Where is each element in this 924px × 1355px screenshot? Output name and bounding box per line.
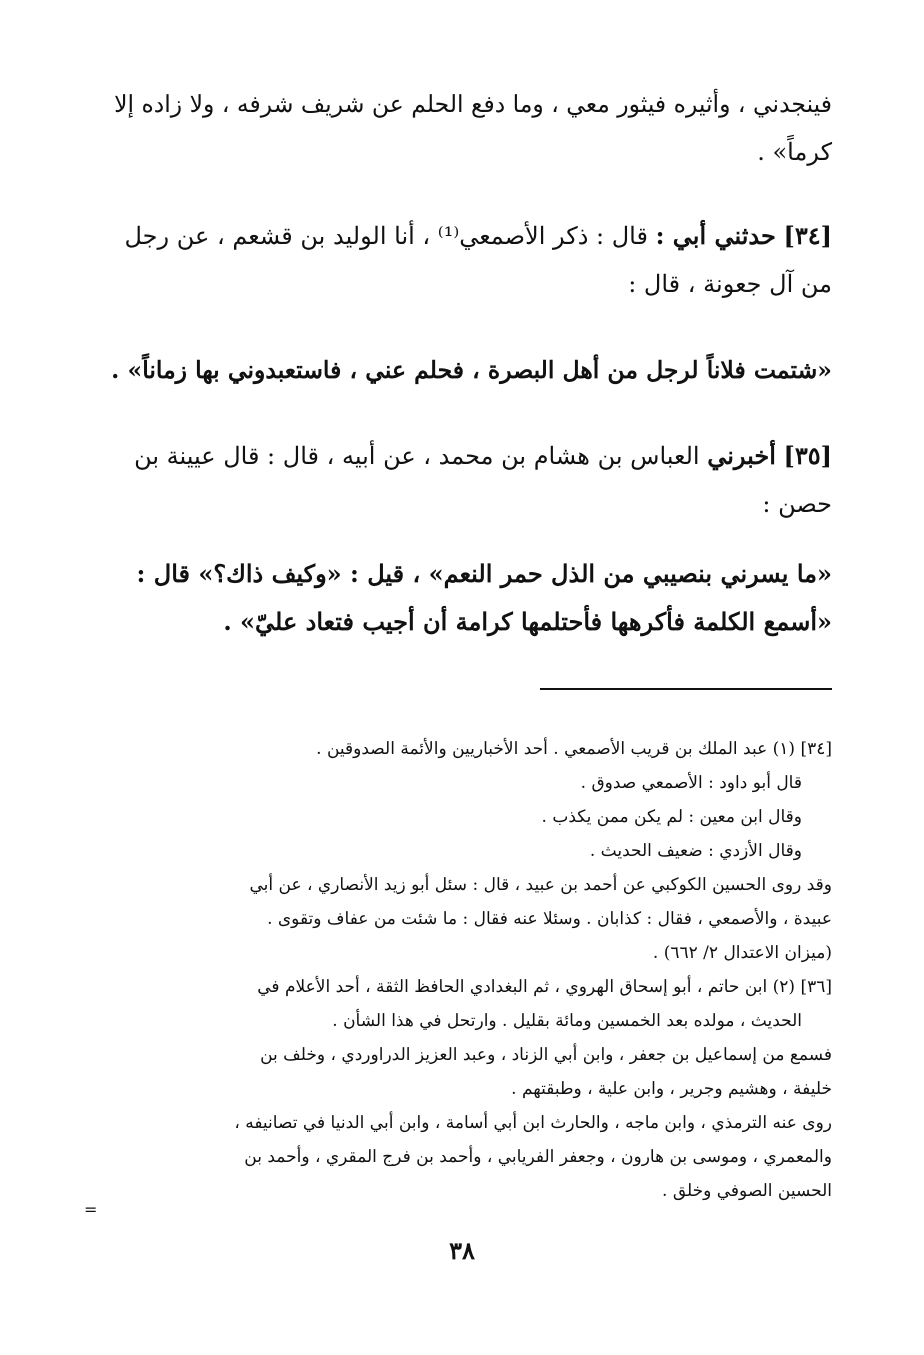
spacer <box>100 394 832 432</box>
paragraph-35-line-1 <box>100 432 832 480</box>
footnote-separator <box>540 688 832 690</box>
footnote-1-line: (ميزان الاعتدال ٢/ ٦٦٢) . <box>652 943 832 963</box>
footnote-2-line: والمعمري ، وموسى بن هارون ، وجعفر الفريابي ، وأحمد بن فرج المقري ، وأحمد بن <box>244 1147 832 1167</box>
footnotes <box>112 732 832 1208</box>
spacer <box>100 528 832 550</box>
quote-34: «شتمت فلاناً لرجل من أهل البصرة ، فحلم عني ، فاستعبدوني بها زماناً» . <box>111 356 832 384</box>
quote-35-line-1: «ما يسرني بنصيبي من الذل حمر النعم» ، قيل : «وكيف ذاك؟» قال : <box>136 559 832 588</box>
paragraph-34-rest: قال : ذكر الأصمعي⁽¹⁾ ، أنا الوليد بن قشعم ، عن رجل <box>124 222 656 250</box>
paragraph-35-line-2: حصن : <box>762 490 832 518</box>
paragraph-35-number: [٣٥] <box>783 441 832 470</box>
paragraph-34-number: [٣٤] <box>783 221 832 250</box>
page-number: ٣٨ <box>449 1236 475 1265</box>
footnote-2-line: [٣٦] (٢) ابن حاتم ، أبو إسحاق الهروي ، ثم البغدادي الحافظ الثقة ، أحد الأعلام في <box>257 977 832 997</box>
footnote-1-line: وقال ابن معين : لم يكن ممن يكذب . <box>541 807 802 827</box>
paragraph-35-rest: العباس بن هشام بن محمد ، عن أبيه ، قال : قال عيينة بن <box>134 442 708 470</box>
paragraph-34-line-2: من آل جعونة ، قال : <box>628 270 832 298</box>
quote-35-line-2: «أسمع الكلمة فأكرهها فأحتلمها كرامة أن أجيب فتعاد عليّ» . <box>223 607 832 636</box>
footnote-1-line: [٣٤] (١) عبد الملك بن قريب الأصمعي . أحد الأخباريين والأئمة الصدوقين . <box>316 739 832 759</box>
footnote-1-line: قال أبو داود : الأصمعي صدوق . <box>580 773 802 793</box>
footnote-1-line: وقال الأزدي : ضعيف الحديث . <box>589 841 802 861</box>
footnote-1-line: عبيدة ، والأصمعي ، فقال : كذابان . وسئلا عنه فقال : ما شئت من عفاف وتقوى . <box>267 909 832 929</box>
footnote-2-line: روى عنه الترمذي ، وابن ماجه ، والحارث ابن أبي أسامة ، وابن أبي الدنيا في تصانيفه ، <box>234 1113 832 1133</box>
paragraph-33-line-2: كرماً» . <box>757 138 832 166</box>
footnote-2-line: فسمع من إسماعيل بن جعفر ، وابن أبي الزناد ، وعبد العزيز الدراوردي ، وخلف بن <box>260 1045 832 1065</box>
footnote-2-line: الحديث ، مولده بعد الخمسين ومائة بقليل . وارتحل في هذا الشأن . <box>332 1011 802 1031</box>
spacer <box>100 308 832 346</box>
paragraph-33-line-1: فينجدني ، وأثيره فيثور معي ، وما دفع الحلم عن شريف شرفه ، ولا زاده إلا <box>114 90 832 118</box>
paragraph-34-line-1 <box>100 212 832 260</box>
spacer <box>100 176 832 212</box>
main-text <box>100 80 832 646</box>
footnote-2-line: الحسين الصوفي وخلق . <box>662 1181 832 1201</box>
footnote-1-line: وقد روى الحسين الكوكبي عن أحمد بن عبيد ، قال : سئل أبو زيد الأنصاري ، عن أبي <box>249 875 832 895</box>
paragraph-35-lead: أخبرني <box>707 441 776 470</box>
footnote-2-line: خليفة ، وهشيم وجرير ، وابن علية ، وطبقتهم . <box>511 1079 832 1099</box>
paragraph-34-lead: حدثني أبي : <box>655 221 776 250</box>
continuation-mark: = <box>84 1200 98 1219</box>
